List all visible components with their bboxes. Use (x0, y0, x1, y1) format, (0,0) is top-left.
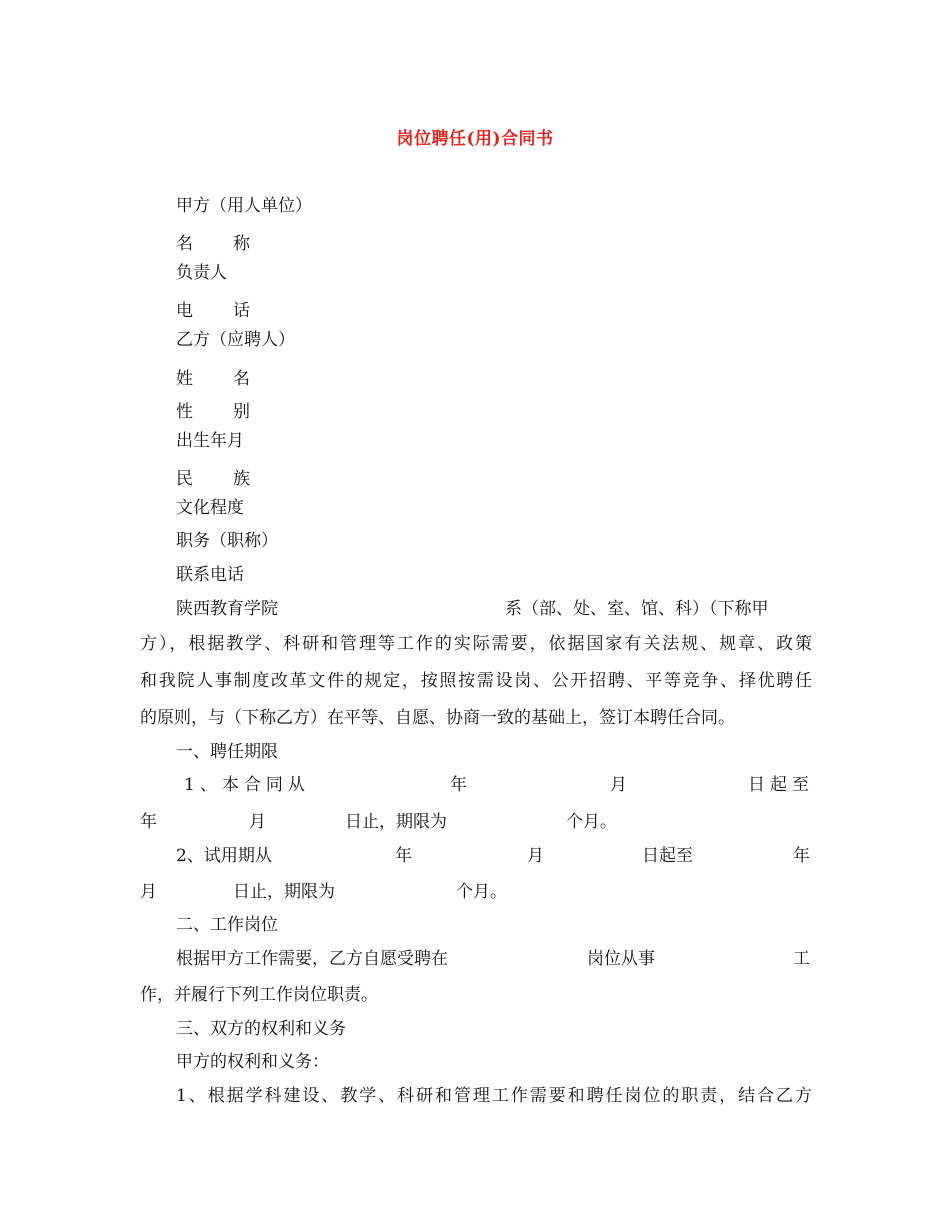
term-end-year-label: 年 (140, 812, 157, 832)
label-char: 性 (176, 402, 193, 422)
section-1-heading: 一、聘任期限 (176, 742, 278, 762)
term-start-label: 1、本合同从 (184, 775, 310, 795)
intro-college: 陕西教育学院 (176, 599, 278, 619)
intro-line-4: 的原则，与（下称乙方）在平等、自愿、协商一致的基础上，签订本聘任合同。 (140, 708, 735, 728)
party-b-title-label: 职务（职称） (176, 531, 278, 551)
probation-months-label: 个月。 (456, 882, 507, 902)
probation-start-label: 2、试用期从 (176, 846, 272, 866)
probation-end-month-label: 月 (140, 882, 157, 902)
party-a-heading: 甲方（用人单位） (176, 196, 312, 216)
term-months-label: 个月。 (566, 812, 617, 832)
position-intro: 根据甲方工作需要，乙方自愿受聘在 (176, 949, 448, 969)
label-char: 别 (233, 402, 250, 422)
label-char: 族 (233, 469, 250, 489)
label-char: 话 (233, 301, 250, 321)
party-b-birth-label: 出生年月 (176, 431, 244, 451)
term-year-label: 年 (450, 775, 467, 795)
intro-department: 系（部、处、室、馆、科）（下称甲 (505, 599, 769, 619)
section-2-heading: 二、工作岗位 (176, 915, 278, 935)
probation-end-year-label: 年 (793, 846, 810, 866)
term-end-day-label: 日止，期限为 (345, 812, 447, 832)
party-b-contact-label: 联系电话 (176, 565, 244, 585)
term-month-label: 月 (610, 775, 627, 795)
party-a-rights-item-1: 1、根据学科建设、教学、科研和管理工作需要和聘任岗位的职责，结合乙方 (176, 1086, 812, 1106)
probation-end-day-label: 日止，期限为 (233, 882, 335, 902)
label-char: 民 (176, 469, 193, 489)
probation-year-label: 年 (395, 846, 412, 866)
label-char: 称 (233, 234, 250, 254)
label-char: 电 (176, 301, 193, 321)
position-duties: 作，并履行下列工作岗位职责。 (140, 985, 378, 1005)
document-title: 岗位聘任(用)合同书 (396, 129, 554, 149)
position-engage-label: 岗位从事 (587, 949, 655, 969)
label-char: 名 (233, 369, 250, 389)
position-work-label: 工 (793, 949, 810, 969)
probation-month-label: 月 (527, 846, 544, 866)
intro-line-3: 和我院人事制度改革文件的规定，按照按需设岗、公开招聘、平等竞争、择优聘任 (140, 671, 812, 691)
probation-day-label: 日起至 (642, 846, 693, 866)
label-char: 姓 (176, 369, 193, 389)
section-3-heading: 三、双方的权利和义务 (176, 1019, 346, 1039)
intro-line-2: 方），根据教学、科研和管理等工作的实际需要，依据国家有关法规、规章、政策 (140, 634, 812, 654)
term-end-month-label: 月 (249, 812, 266, 832)
label-char: 名 (176, 234, 193, 254)
party-a-rights-heading: 甲方的权利和义务： (176, 1052, 329, 1072)
term-day-label: 日起至 (748, 775, 814, 795)
party-b-heading: 乙方（应聘人） (176, 330, 295, 350)
party-b-education-label: 文化程度 (176, 498, 244, 518)
party-a-leader-label: 负责人 (176, 263, 227, 283)
